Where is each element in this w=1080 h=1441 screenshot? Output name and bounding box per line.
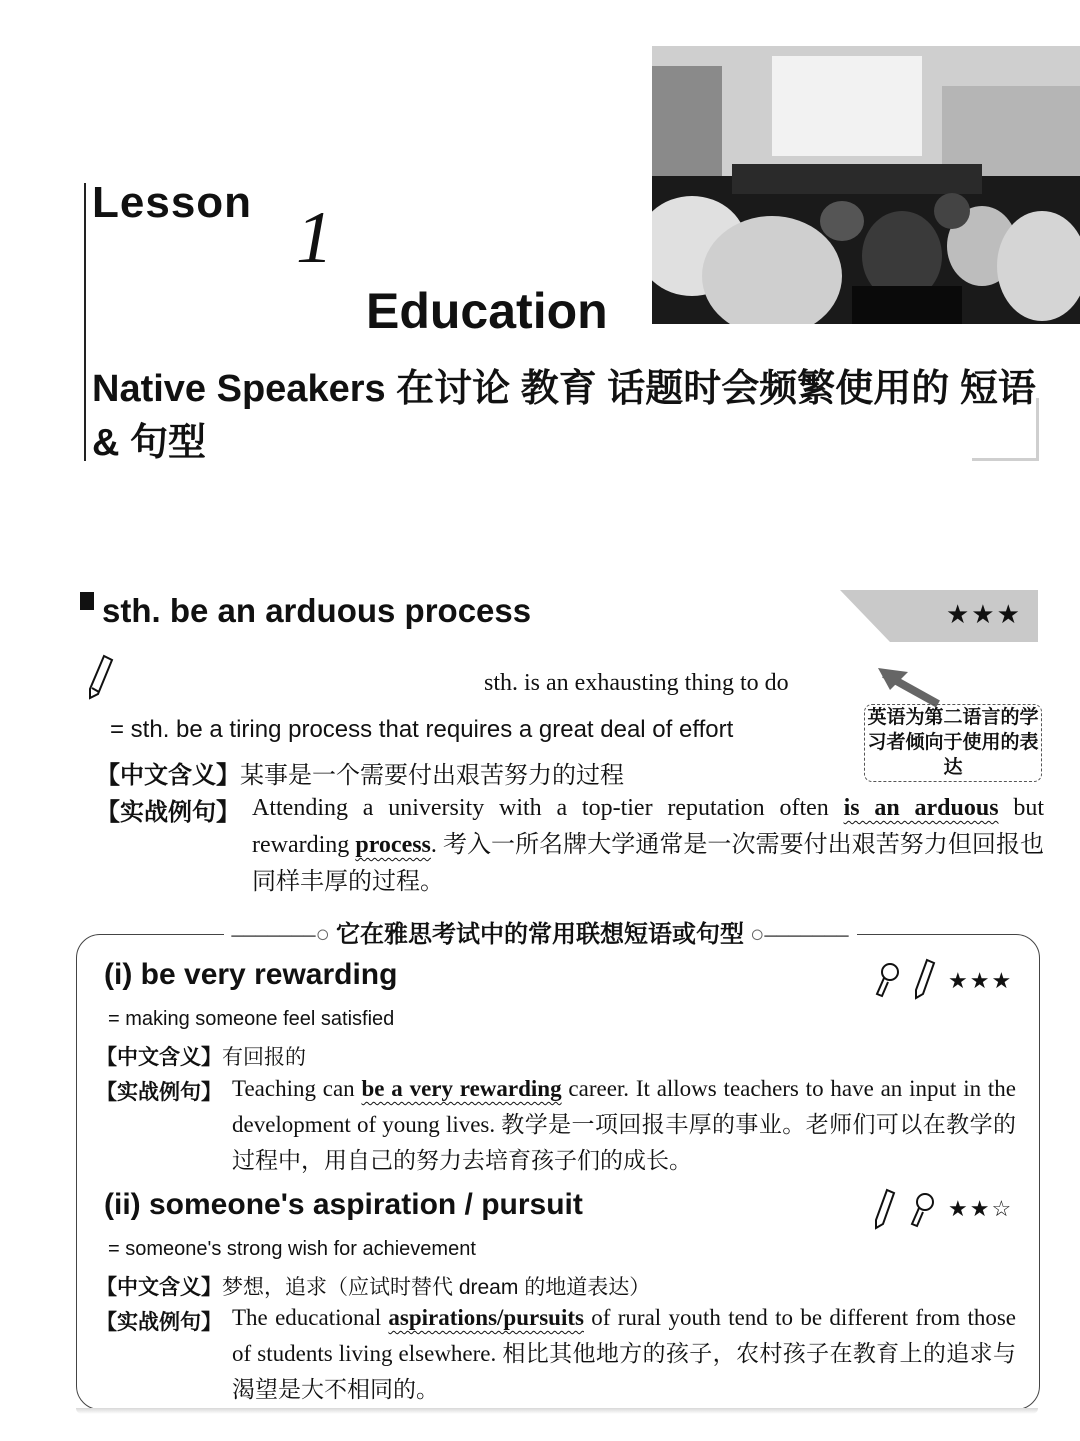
microphone-icon [908, 1192, 936, 1230]
cn-meaning-label: 【中文含义】 [96, 1046, 222, 1069]
highlight-phrase: aspirations/pursuits [388, 1305, 584, 1330]
cn-meaning-text: 梦想，追求（应试时替代 dream 的地道表达） [222, 1276, 651, 1299]
lecture-hall-illustration [652, 46, 1080, 324]
rating-stars: ★★☆ [948, 1196, 1014, 1221]
cn-meaning-text: 某事是一个需要付出艰苦努力的过程 [240, 762, 624, 789]
difficulty-stars: ★★★ [946, 600, 1022, 629]
phrase-meaning: sth. is an exhausting thing to do [484, 670, 789, 696]
box-shadow [76, 1408, 1038, 1414]
example-sentence [252, 790, 1044, 901]
cn-meaning-label: 【中文含义】 [96, 1276, 222, 1299]
highlight-phrase: process [355, 832, 431, 858]
microphone-icon [874, 962, 900, 1000]
header-rule [84, 183, 86, 461]
related-heading: –––––––○ 它在雅思考试中的常用联想短语或句型 ○––––––– [60, 914, 1020, 949]
bullet-square [80, 592, 94, 610]
related-item-title [104, 958, 397, 992]
pencil-icon [86, 654, 114, 700]
item-cn-row [96, 1271, 650, 1301]
example-text: Attending a university with a top-tier reputation often [252, 795, 844, 821]
cn-meaning-row [96, 755, 624, 790]
example-label: 【实战例句】 [96, 1311, 222, 1334]
item-phrase: someone's aspiration / pursuit [149, 1188, 583, 1221]
highlight-phrase: be a very rewarding [361, 1076, 562, 1101]
example-sentence [232, 1300, 1016, 1408]
example-text: of rural youth tend to be different from those of students living elsewhere. 相比其他地方的孩子，农村孩子在教育上的追求与渴望是大不相同的。 [232, 1305, 1017, 1402]
corner-bracket [972, 398, 1039, 461]
lesson-number: 1 [296, 197, 333, 279]
lecture-hall-photo [652, 46, 1080, 324]
phrase-synonym: = sth. be a tiring process that requires a great deal of effort [110, 716, 734, 743]
example-sentence [232, 1071, 1016, 1179]
lesson-subtitle: Native Speakers 在讨论 教育 话题时会频繁使用的 短语 & 句型 [92, 368, 1036, 464]
topic-title: Education [366, 283, 608, 339]
item-synonym: = making someone feel satisfied [108, 1008, 395, 1030]
example-text: . 考入一所名牌大学通常是一次需要付出艰苦努力但回报也同样丰厚的过程。 [252, 832, 1045, 895]
cn-meaning-label: 【中文含义】 [96, 762, 240, 789]
example-label: 【实战例句】 [96, 799, 240, 826]
example-text: career. It allows teachers to have an input in the development of young lives. 教学是一项回报丰厚的事业。老师们可以在教学的过程中，用自己的努力去培育孩子们的成长。 [232, 1076, 1016, 1173]
item-synonym: = someone's strong wish for achievement [108, 1238, 476, 1260]
rating-stars: ★★★ [948, 968, 1014, 993]
related-item-title [104, 1188, 583, 1222]
example-text: but rewarding [252, 795, 1045, 858]
pencil-icon [872, 1188, 896, 1230]
highlight-phrase: is an arduous [843, 795, 999, 821]
item-cn-row [96, 1041, 306, 1071]
example-text: Teaching can [232, 1076, 362, 1101]
example-text: The educational [232, 1305, 389, 1330]
phrase-title: sth. be an arduous process [102, 592, 532, 629]
item-number: (ii) [104, 1188, 141, 1221]
learner-note: 英语为第二语言的学习者倾向于使用的表达 [864, 704, 1042, 782]
item-phrase: be very rewarding [140, 958, 398, 991]
pencil-icon [912, 958, 936, 1000]
lesson-label: Lesson [92, 178, 253, 227]
cn-meaning-text: 有回报的 [222, 1046, 306, 1069]
example-label: 【实战例句】 [96, 1081, 222, 1104]
related-heading-text: 它在雅思考试中的常用联想短语或句型 [336, 922, 744, 948]
item-number: (i) [104, 958, 133, 991]
